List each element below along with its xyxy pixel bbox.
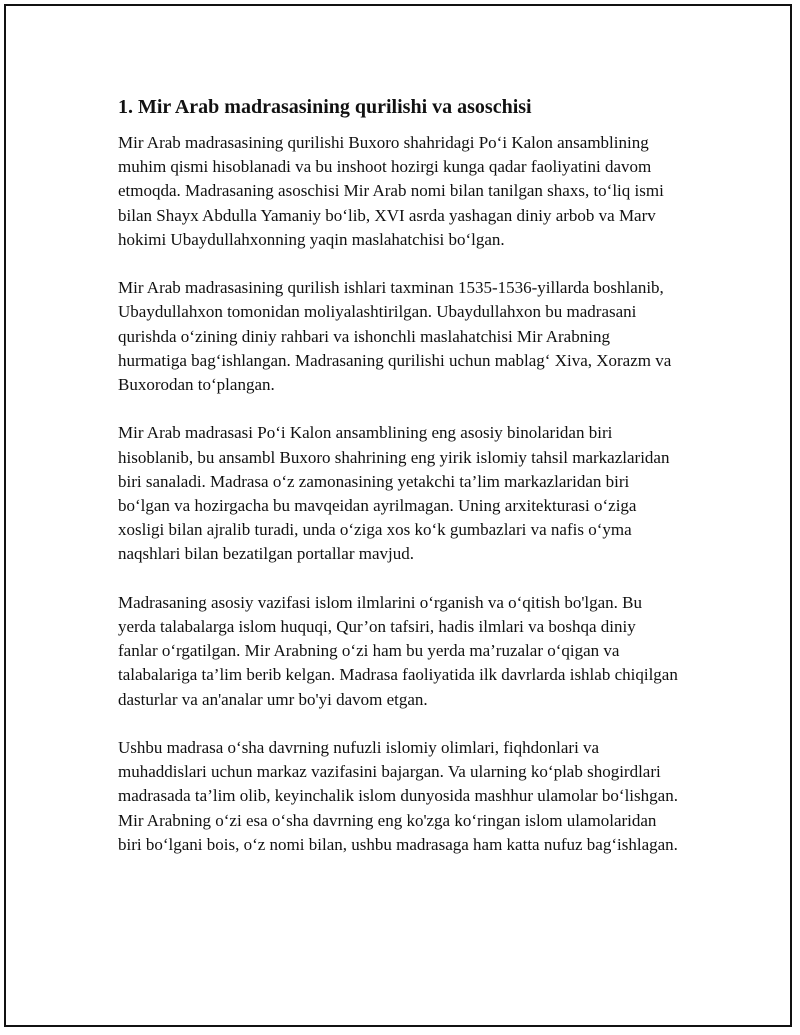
document-body xyxy=(118,92,678,881)
paragraph-5: Ushbu madrasa o‘sha davrning nufuzli islomiy olimlari, fiqhdonlari va muhaddislari uchun markaz vazifasini bajargan. Va ularning ko‘plab shogirdlari madrasada ta’lim olib, keyinchalik islom dunyosida mashhur ulamolar bo‘lishgan. Mir Arabning o‘zi esa o‘sha davrning eng ko'zga ko‘ringan islom ulamolaridan biri bo‘lgani bois, o‘z nomi bilan, ushbu madrasaga ham katta nufuz bag‘ishlagan. xyxy=(118,738,678,854)
section-heading: 1. Mir Arab madrasasining qurilishi va asoschisi xyxy=(118,96,532,118)
paragraph-2: Mir Arab madrasasining qurilish ishlari taxminan 1535-1536-yillarda boshlanib, Ubaydullahxon tomonidan moliyalashtirilgan. Ubaydullahxon bu madrasani qurishda o‘zining diniy rahbari va ishonchli maslahatchisi Mir Arabning hurmatiga bag‘ishlangan. Madrasaning qurilishi uchun mablag‘ Xiva, Xorazm va Buxorodan to‘plangan. xyxy=(118,278,672,395)
paragraph-3: Mir Arab madrasasi Po‘i Kalon ansamblining eng asosiy binolaridan biri hisoblanib, bu ansambl Buxoro shahrining eng yirik islomiy tahsil markazlaridan biri sanaladi. Madrasa o‘z zamonasining yetakchi ta’lim markazlaridan biri bo‘lgan va hozirgacha bu mavqeidan ayrilmagan. Uning arxitekturasi o‘ziga xosligi bilan ajralib turadi, unda o‘ziga xos ko‘k gumbazlari va nafis o‘yma naqshlari bilan bezatilgan portallar mavjud. xyxy=(118,423,670,564)
paragraph-1: Mir Arab madrasasining qurilishi Buxoro shahridagi Po‘i Kalon ansamblining muhim qismi hisoblanadi va bu inshoot hozirgi kunga qadar faoliyatini davom etmoqda. Madrasaning asoschisi Mir Arab nomi bilan tanilgan shaxs, to‘liq ismi bilan Shayx Abdulla Yamaniy bo‘lib, XVI asrda yashagan diniy arbob va Marv hokimi Ubaydullahxonning yaqin maslahatchisi bo‘lgan. xyxy=(118,133,664,249)
paragraph-4: Madrasaning asosiy vazifasi islom ilmlarini o‘rganish va o‘qitish bo'lgan. Bu yerda talabalarga islom huquqi, Qur’on tafsiri, hadis ilmlari va boshqa diniy fanlar o‘rgatilgan. Mir Arabning o‘zi ham bu yerda ma’ruzalar o‘qigan va talabalariga ta’lim berib kelgan. Madrasa faoliyatida ilk davrlarda ishlab chiqilgan dasturlar va an'analar umr bo'yi davom etgan. xyxy=(118,592,678,709)
